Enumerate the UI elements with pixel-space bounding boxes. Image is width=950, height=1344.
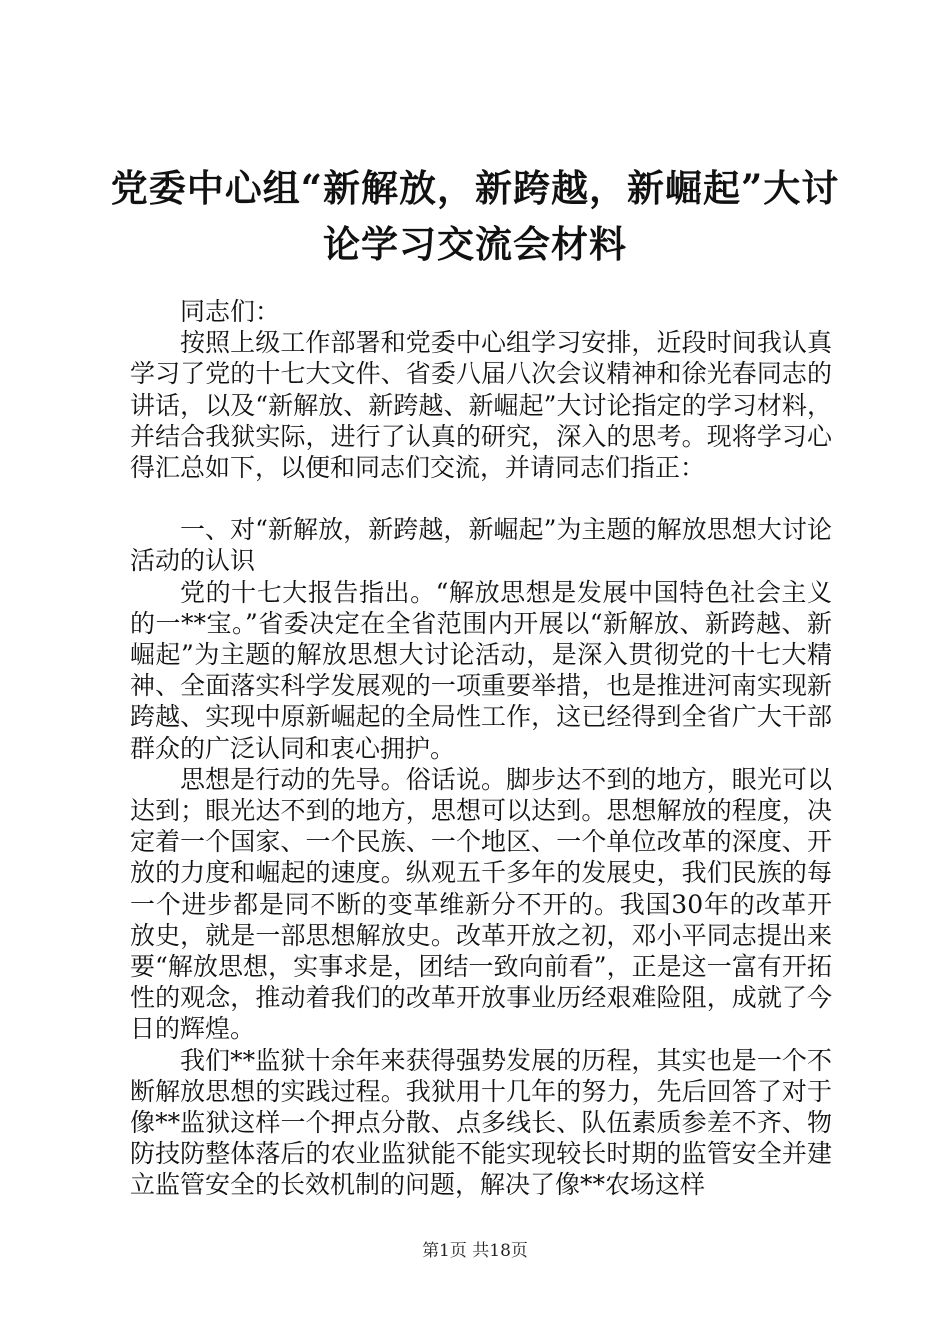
paragraph: 思想是行动的先导。俗话说。脚步达不到的地方，眼光可以达到；眼光达不到的地方，思想可以达到。思想解放的程度，决定着一个国家、一个民族、一个地区、一个单位改革的深度、开放的力度和崛起的速度。纵观五千多年的发展史，我们民族的每一个进步都是同不断的变革维新分不开的。我国30年的改革开放史，就是一部思想解放史。改革开放之初，邓小平同志提出来要“解放思想，实事求是，团结一致向前看”，正是这一富有开拓性的观念，推动着我们的改革开放事业历经艰难险阻，成就了今日的辉煌。 [130, 764, 832, 1044]
section-heading: 一、对“新解放，新跨越，新崛起”为主题的解放思想大讨论活动的认识 [130, 515, 832, 576]
page-footer: 第1页 共18页 [422, 1241, 528, 1261]
document-body [130, 296, 832, 1201]
paragraph-intro: 按照上级工作部署和党委中心组学习安排，近段时间我认真学习了党的十七大文件、省委八届八次会议精神和徐光春同志的讲话，以及“新解放、新跨越、新崛起”大讨论指定的学习材料，并结合我狱实际，进行了认真的研究，深入的思考。现将学习心得汇总如下，以便和同志们交流，并请同志们指正： [130, 328, 832, 483]
salutation: 同志们： [180, 297, 281, 326]
document-title: 党委中心组“新解放，新跨越，新崛起”大讨论学习交流会材料 [110, 166, 840, 266]
paragraph: 党的十七大报告指出。“解放思想是发展中国特色社会主义的一**宝。”省委决定在全省范围内开展以“新解放、新跨越、新崛起”为主题的解放思想大讨论活动，是深入贯彻党的十七大精神、全面落实科学发展观的一项重要举措，也是推进河南实现新跨越、实现中原新崛起的全局性工作，这已经得到全省广大干部群众的广泛认同和衷心拥护。 [130, 577, 832, 763]
paragraph: 我们**监狱十余年来获得强势发展的历程，其实也是一个不断解放思想的实践过程。我狱用十几年的努力，先后回答了对于像**监狱这样一个押点分散、点多线长、队伍素质参差不齐、物防技防整体落后的农业监狱能不能实现较长时期的监管安全并建立监管安全的长效机制的问题，解决了像**农场这样 [130, 1045, 832, 1200]
